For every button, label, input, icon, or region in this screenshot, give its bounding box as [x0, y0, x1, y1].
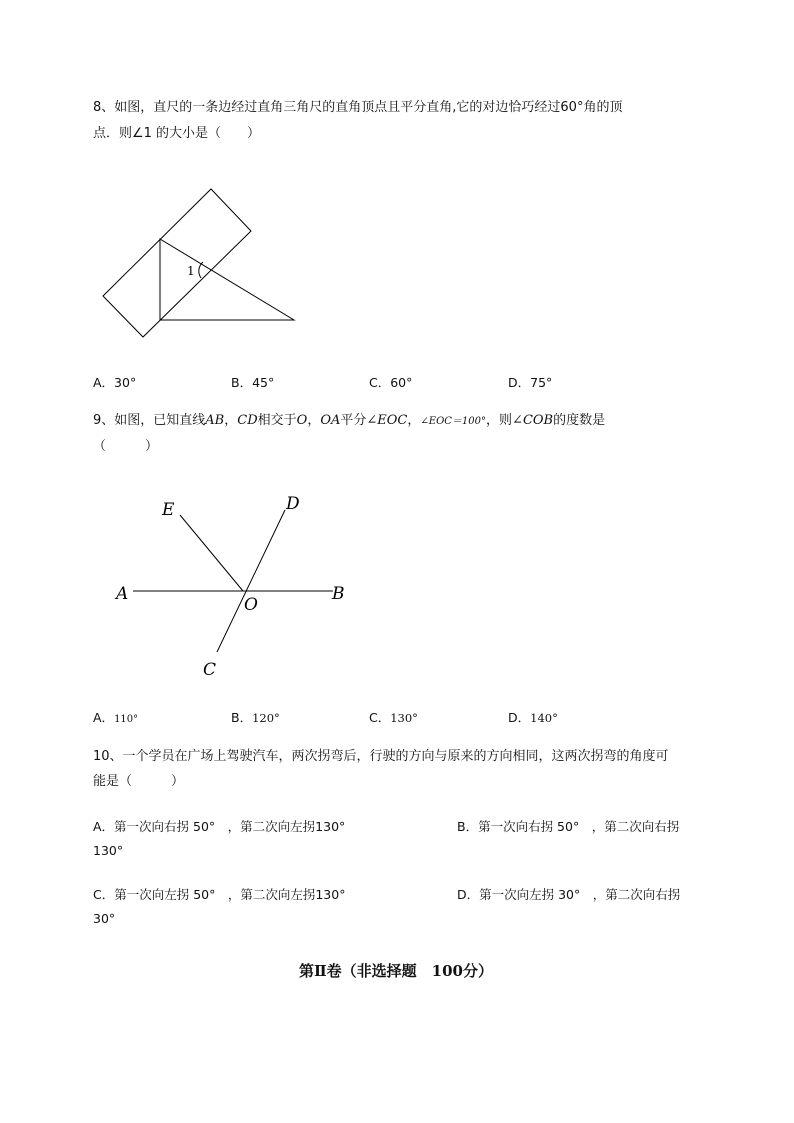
- q8-option-c: C．60°: [369, 375, 413, 390]
- q9-mid1: 相交于: [257, 413, 297, 428]
- label-a: A: [116, 584, 129, 604]
- q9-sep2: ，: [307, 413, 321, 428]
- q9-option-c: [369, 708, 418, 726]
- q9-mid3: ，则: [486, 413, 513, 428]
- q9-point-o: O: [296, 413, 308, 428]
- q9-option-d-value: 140°: [530, 711, 558, 725]
- q10-option-d-line2: 30°: [93, 911, 116, 926]
- section-title: 第Ⅱ卷（非选择题 100分）: [299, 962, 493, 980]
- q9-option-b: [231, 708, 280, 726]
- q9-option-a-letter: A．: [93, 710, 115, 725]
- q9-option-c-value: 130°: [390, 711, 418, 725]
- q10-text-line1: 10、一个学员在广场上驾驶汽车，两次拐弯后，行驶的方向与原来的方向相同，这两次拐弯的角度可: [93, 749, 669, 764]
- q10-option-a: A．第一次向右拐 50° ，第二次向左拐130°: [93, 819, 346, 834]
- q8-option-a: A．30°: [93, 375, 137, 390]
- q8-option-d: D．75°: [508, 375, 553, 390]
- q9-sep1: ，: [224, 413, 238, 428]
- q9-line-ab: AB: [205, 413, 225, 428]
- q10-option-b-line1: B．第一次向右拐 50° ，第二次向右拐: [457, 819, 680, 834]
- q9-option-d-letter: D．: [508, 710, 531, 725]
- q8-text-line2: 点．则∠1 的大小是（ ）: [93, 126, 261, 141]
- q8-text-line1: 8、如图，直尺的一条边经过直角三角尺的直角顶点且平分直角,它的对边恰巧经过60°角的顶: [93, 100, 623, 115]
- line-cd: [217, 510, 285, 652]
- q9-angle-eoc: ∠EOC: [366, 413, 408, 428]
- q10-text-line2: 能是（ ）: [93, 774, 185, 789]
- q9-text-line2: （ ）: [93, 439, 159, 454]
- q9-sep3: ，: [407, 413, 421, 428]
- label-b: B: [332, 584, 345, 604]
- label-c: C: [203, 660, 217, 680]
- q9-option-d: [508, 708, 558, 726]
- q9-prefix: 9、如图，已知直线: [93, 413, 206, 428]
- q8-option-b: B．45°: [231, 375, 275, 390]
- q9-option-a: [93, 708, 138, 726]
- q9-option-b-letter: B．: [231, 710, 253, 725]
- q9-mid2: 平分: [340, 413, 367, 428]
- ray-oe: [180, 515, 243, 591]
- label-o: O: [244, 595, 258, 615]
- q9-option-b-value: 120°: [252, 711, 280, 725]
- q10-option-c: C．第一次向左拐 50° ，第二次向左拐130°: [93, 887, 346, 902]
- q9-suffix: 的度数是: [553, 413, 606, 428]
- q9-angle-cob: ∠COB: [512, 413, 554, 428]
- label-e: E: [162, 500, 175, 520]
- angle-1-label: 1: [187, 264, 195, 278]
- label-d: D: [286, 494, 300, 514]
- q10-option-b-line2: 130°: [93, 843, 124, 858]
- q9-ray-oa: OA: [320, 413, 341, 428]
- q9-line-cd: CD: [237, 413, 258, 428]
- q10-option-d-line1: D．第一次向左拐 30° ，第二次向右拐: [457, 887, 681, 902]
- q9-angle-equation: ∠EOC＝100°: [420, 416, 487, 427]
- q9-option-c-letter: C．: [369, 710, 391, 725]
- q9-option-a-value: 110°: [114, 714, 139, 725]
